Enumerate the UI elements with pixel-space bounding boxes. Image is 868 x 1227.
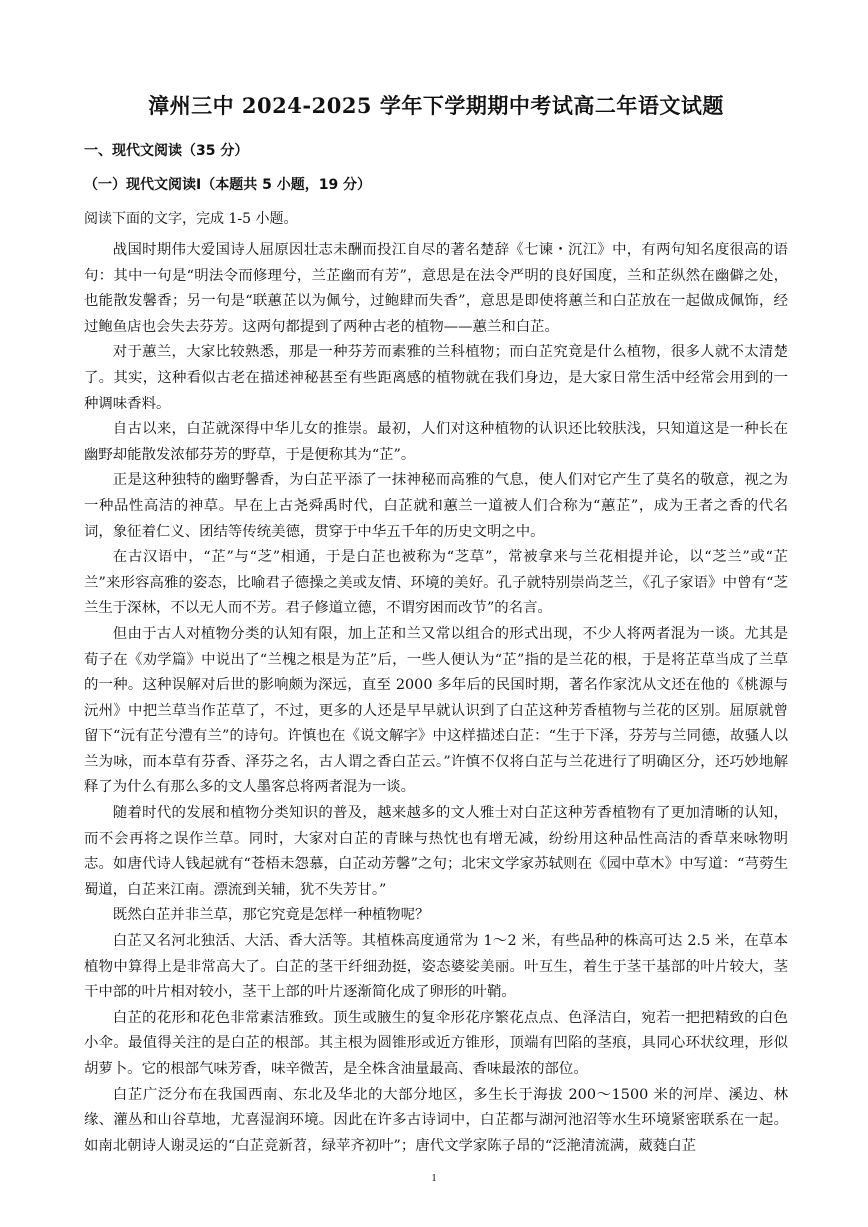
page-number: 1 [431, 1172, 437, 1184]
paragraph: 但由于古人对植物分类的认知有限，加上芷和兰又常以组合的形式出现，不少人将两者混为一谈。尤其是荀子在《劝学篇》中说出了“兰槐之根是为芷”后，一些人便认为“芷”指的是兰花的根，于是将芷草当成了兰草的一种。这种误解对后世的影响颇为深远，直至 2000 多年后的民国时期，著名作家沈从文还在他的《桃源与沅州》中把兰草当作芷草了，不过，更多的人还是早早就认识到了白芷这种芳香植物与兰花的区别。屈原就曾留下“沅有芷兮澧有兰”的诗句。许慎也在《说文解字》中这样描述白芷：“生于下泽，芬芳与兰同德，故骚人以兰为咏，而本草有芬香、泽芬之名，古人谓之香白芷云。”许慎不仅将白芷与兰花进行了明确区分，还巧妙地解释了为什么有那么多的文人墨客总将两者混为一谈。 [84, 625, 788, 796]
paragraph: 对于蕙兰，大家比较熟悉，那是一种芬芳而素雅的兰科植物；而白芷究竟是什么植物，很多人就不太清楚了。其实，这种看似古老在描述神秘甚至有些距离感的植物就在我们身边，是大家日常生活中经常会用到的一种调味香料。 [84, 344, 788, 412]
paragraph: 白芷又名河北独活、大活、香大活等。其植株高度通常为 1～2 米，有些品种的株高可达 2.5 米，在草本植物中算得上是非常高大了。白芷的茎干纤细劲挺，姿态婆娑美丽。叶互生，着生于茎干基部的叶片较大，茎干中部的叶片相对较小，茎干上部的叶片逐渐简化成了卵形的叶鞘。 [84, 933, 788, 1001]
paragraph: 随着时代的发展和植物分类知识的普及，越来越多的文人雅士对白芷这种芳香植物有了更加清晰的认知，而不会再将之误作兰草。同时，大家对白芷的青睐与热忱也有增无减，纷纷用这种品性高洁的香草来咏物明志。如唐代诗人钱起就有“苍梧未怨慕，白芷动芳馨”之句；北宋文学家苏轼则在《园中草木》中写道：“芎䓖生蜀道，白芷来江南。漂流到关辅，犹不失芳甘。” [84, 805, 788, 898]
article-body [84, 238, 788, 1159]
paragraph: 在古汉语中，“芷”与“芝”相通，于是白芷也被称为“芝草”，常被拿来与兰花相提并论，以“芝兰”或“芷兰”来形容高雅的姿态，比喻君子德操之美或友情、环境的美好。孔子就特别崇尚芝兰，《孔子家语》中曾有“芝兰生于深林，不以无人而不芳。君子修道立德，不谓穷困而改节”的名言。 [84, 549, 788, 617]
paragraph: 既然白芷并非兰草，那它究竟是怎样一种植物呢？ [112, 907, 430, 924]
page-title: 漳州三中 2024-2025 学年下学期期中考试高二年语文试题 [148, 93, 724, 118]
section-heading: 一、现代文阅读（35 分） [84, 143, 249, 159]
paragraph: 正是这种独特的幽野馨香，为白芷平添了一抹神秘而高雅的气息，使人们对它产生了莫名的敬意，视之为一种品性高洁的神草。早在上古尧舜禹时代，白芷就和蕙兰一道被人们合称为“蕙芷”，成为王者之香的代名词，象征着仁义、团结等传统美德，贯穿于中华五千年的历史文明之中。 [84, 472, 788, 540]
paragraph: 自古以来，白芷就深得中华儿女的推崇。最初，人们对这种植物的认识还比较肤浅，只知道这是一种长在幽野却能散发浓郁芬芳的野草，于是便称其为“芷”。 [84, 421, 788, 463]
paragraph: 白芷的花形和花色非常素洁雅致。顶生或腋生的复伞形花序繁花点点、色泽洁白，宛若一把把精致的白色小伞。最值得关注的是白芷的根部。其主根为圆锥形或近方锥形，顶端有凹陷的茎痕，具同心环状纹理，形似胡萝卜。它的根部气味芳香，味辛微苦，是全株含油量最高、香味最浓的部位。 [84, 1009, 788, 1077]
subsection-heading: （一）现代文阅读Ⅰ（本题共 5 小题，19 分） [84, 177, 372, 193]
paragraph: 白芷广泛分布在我国西南、东北及华北的大部分地区，多生长于海拔 200～1500 米的河岸、溪边、林缘、灌丛和山谷草地，尤喜湿润环境。因此在许多古诗词中，白芷都与湖河池沼等水生环境紧密联系在一起。如南北朝诗人谢灵运的“白芷竞新苕，绿苹齐初叶”；唐代文学家陈子昂的“泛滟清流满，葳蕤白芷 [84, 1086, 788, 1154]
reading-instruction: 阅读下面的文字，完成 1-5 小题。 [84, 211, 298, 227]
paragraph: 战国时期伟大爱国诗人屈原因壮志未酬而投江自尽的著名楚辞《七谏・沉江》中，有两句知名度很高的语句：其中一句是“明法令而修理兮，兰芷幽而有芳”，意思是在法令严明的良好国度，兰和芷纵然在幽僻之处，也能散发馨香；另一句是“联蕙芷以为佩兮，过鲍肆而失香”，意思是即使将蕙兰和白芷放在一起做成佩饰，经过鲍鱼店也会失去芬芳。这两句都提到了两种古老的植物——蕙兰和白芷。 [84, 242, 788, 335]
